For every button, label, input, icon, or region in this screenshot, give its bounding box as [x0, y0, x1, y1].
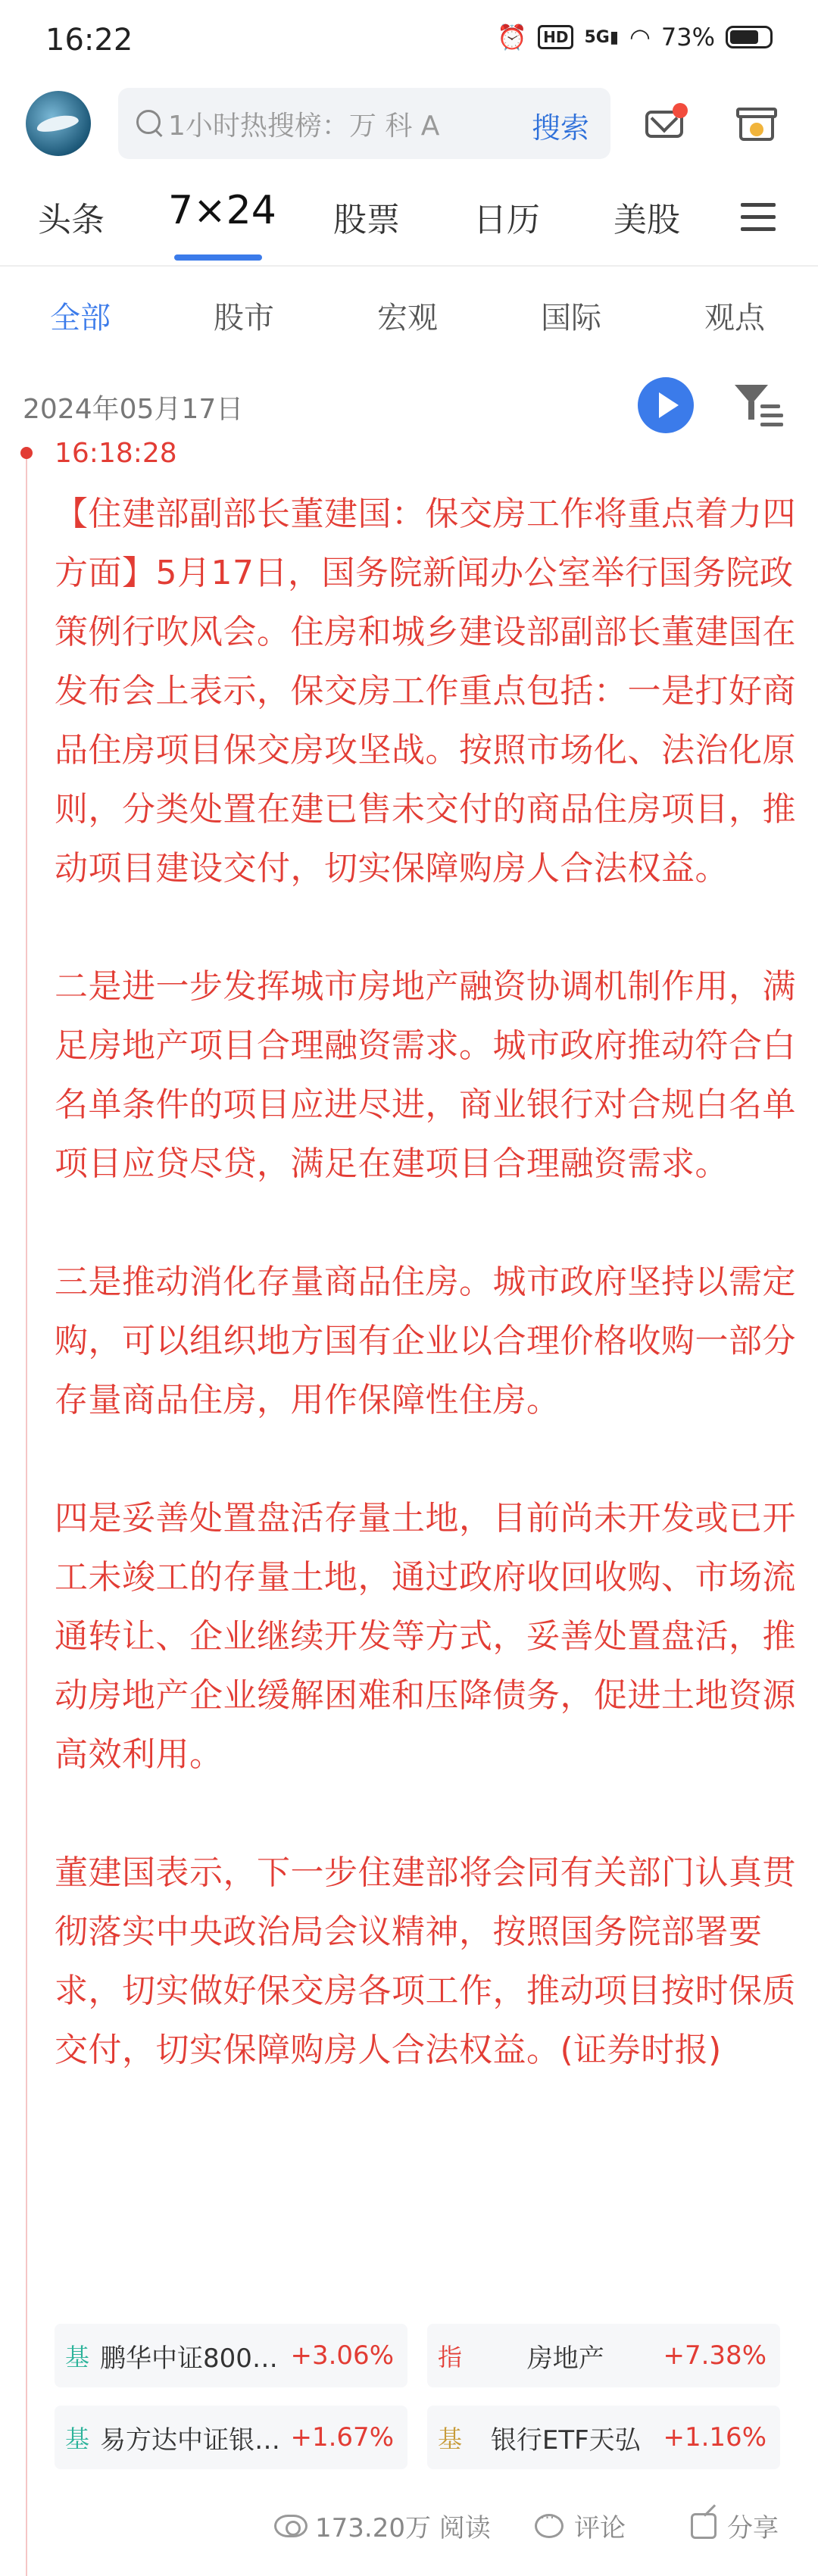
- menu-line: [741, 227, 776, 231]
- stock-chip[interactable]: [427, 2406, 780, 2469]
- tab-calendar[interactable]: 日历: [473, 201, 540, 239]
- play-icon[interactable]: [638, 377, 694, 433]
- article-paragraph: 【住建部副部长董建国：保交房工作将重点着力四方面】5月17日，国务院新闻办公室举行国务院政策例行吹风会。住房和城乡建设部副部长董建国在发布会上表示，保交房工作重点包括：一是打好商品住房项目保交房攻坚战。按照市场化、法治化原则，分类处置在建已售未交付的商品住房项目，推动项目建设交付，切实保障购房人合法权益。: [55, 495, 796, 888]
- notification-dot: [673, 103, 688, 118]
- search-icon: [135, 108, 165, 139]
- status-bar: [0, 0, 818, 83]
- eye-icon: [274, 2515, 308, 2537]
- alarm-icon: ⏰: [497, 23, 528, 52]
- date-row: [0, 371, 818, 439]
- chip-name: 银行ETF天弘: [490, 2425, 641, 2456]
- comment-label: 评论: [574, 2513, 626, 2543]
- gift-lid-shape: [736, 108, 777, 118]
- menu-line: [741, 203, 776, 207]
- comment-button[interactable]: [535, 2507, 626, 2544]
- menu-icon[interactable]: [741, 203, 776, 232]
- share-icon: [691, 2513, 717, 2539]
- funnel-stem: [748, 401, 754, 420]
- comment-icon: [535, 2514, 564, 2538]
- tab-stocks[interactable]: 股票: [333, 201, 400, 239]
- status-time: 16:22: [45, 23, 133, 58]
- article-paragraph: 二是进一步发挥城市房地产融资协调机制作用，满足房地产项目合理融资需求。城市政府推动符合白名单条件的项目应进尽进，商业银行对合规白名单项目应贷尽贷，满足在建项目合理融资需求。: [55, 967, 796, 1183]
- network-label: 5G: [584, 27, 610, 47]
- wifi-icon: ◠: [629, 23, 651, 52]
- stock-chip[interactable]: [55, 2406, 407, 2469]
- chip-change: +1.16%: [663, 2422, 766, 2453]
- coin-shape: [750, 123, 763, 136]
- subtab-macro[interactable]: 宏观: [377, 301, 438, 336]
- tab-us-stocks[interactable]: 美股: [614, 201, 680, 239]
- stock-chip[interactable]: [427, 2324, 780, 2387]
- filter-icon[interactable]: [735, 382, 783, 429]
- chip-tag: 基: [64, 2425, 89, 2453]
- chip-change: +3.06%: [290, 2340, 394, 2371]
- read-count-label: 173.20万 阅读: [315, 2513, 491, 2543]
- timeline-dot: [20, 447, 33, 459]
- chip-name: 房地产: [526, 2343, 604, 2374]
- sub-tabs: [0, 288, 818, 348]
- chip-name: 鹏华中证800…: [100, 2343, 278, 2374]
- gift-icon[interactable]: [736, 100, 779, 142]
- subtab-all[interactable]: 全部: [50, 301, 111, 336]
- hd-icon: HD: [538, 25, 573, 49]
- active-tab-underline: [174, 254, 262, 261]
- subtab-international[interactable]: 国际: [541, 301, 601, 336]
- filter-line: [760, 414, 783, 417]
- read-count: [274, 2507, 491, 2544]
- battery-icon: [726, 26, 773, 48]
- shark-image: [36, 112, 80, 134]
- chip-name: 易方达中证银…: [100, 2425, 280, 2456]
- chip-change: +7.38%: [663, 2340, 766, 2371]
- battery-fill: [730, 30, 758, 44]
- filter-line: [760, 423, 783, 426]
- share-label: 分享: [727, 2513, 779, 2543]
- battery-percent: 73%: [660, 23, 715, 52]
- app-header: [0, 83, 818, 167]
- search-placeholder: 1小时热搜榜：万 科 A: [168, 110, 440, 142]
- timeline-line: [26, 453, 27, 2576]
- divider: [0, 265, 818, 267]
- main-tabs: [0, 182, 818, 265]
- filter-line: [760, 404, 780, 408]
- news-article[interactable]: [55, 485, 804, 2080]
- news-time: 16:18:28: [55, 438, 177, 469]
- chip-change: +1.67%: [290, 2422, 394, 2453]
- share-button[interactable]: [691, 2507, 779, 2544]
- article-footer: [0, 2492, 818, 2560]
- status-icons: [497, 23, 773, 52]
- subtab-stock-market[interactable]: 股市: [214, 301, 274, 336]
- user-avatar[interactable]: [26, 91, 91, 156]
- signal-icon: 5G ▮: [584, 27, 619, 47]
- tab-headlines[interactable]: 头条: [38, 201, 105, 239]
- search-input[interactable]: [118, 88, 610, 159]
- stock-chip[interactable]: [55, 2324, 407, 2387]
- chip-tag: 基: [64, 2343, 89, 2371]
- menu-line: [741, 215, 776, 219]
- search-button[interactable]: 搜索: [531, 111, 589, 145]
- feed-date: 2024年05月17日: [23, 394, 244, 425]
- chip-tag: 基: [437, 2425, 462, 2453]
- mail-icon[interactable]: [644, 100, 686, 141]
- tab-7x24[interactable]: 7×24: [168, 188, 276, 233]
- subtab-opinion[interactable]: 观点: [704, 301, 765, 336]
- chip-tag: 指: [437, 2343, 462, 2371]
- article-paragraph: 四是妥善处置盘活存量土地，目前尚未开发或已开工未竣工的存量土地，通过政府收回收购、市场流通转让、企业继续开发等方式，妥善处置盘活，推动房地产企业缓解困难和压降债务，促进土地资源高效利用。: [55, 1499, 796, 1774]
- article-paragraph: 董建国表示，下一步住建部将会同有关部门认真贯彻落实中央政治局会议精神，按照国务院部署要求，切实做好保交房各项工作，推动项目按时保质交付，切实保障购房人合法权益。(证券时报): [55, 1853, 796, 2069]
- article-paragraph: 三是推动消化存量商品住房。城市政府坚持以需定购，可以组织地方国有企业以合理价格收购一部分存量商品住房，用作保障性住房。: [55, 1263, 796, 1419]
